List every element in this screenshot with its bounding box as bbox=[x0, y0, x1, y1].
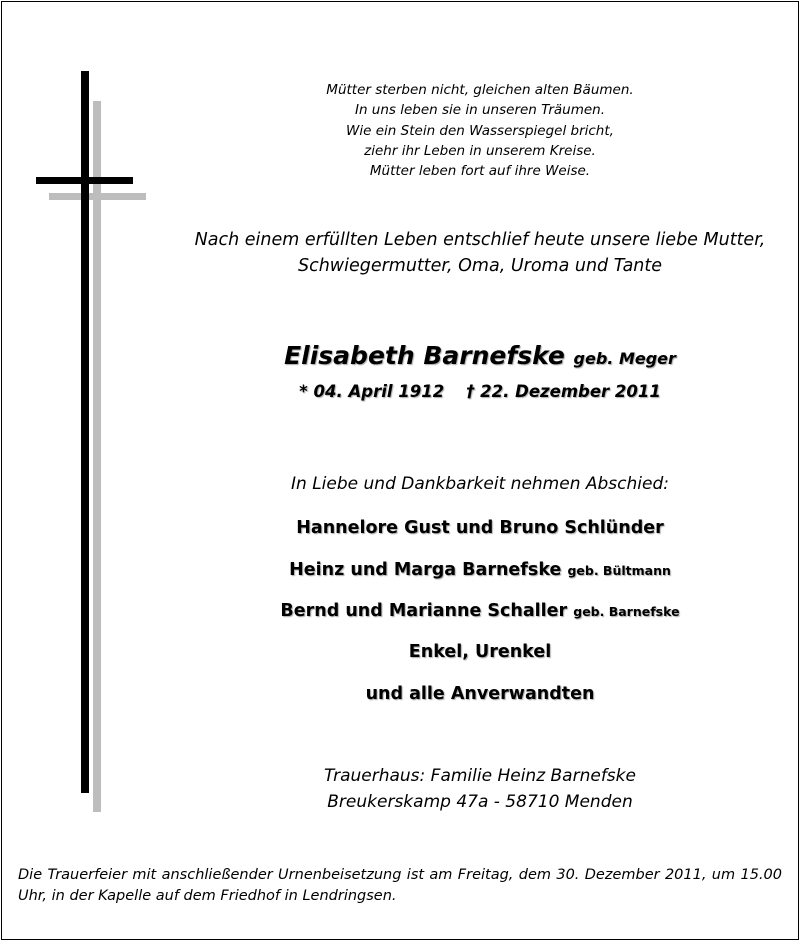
mourner-line bbox=[180, 684, 780, 704]
deceased-name-line bbox=[180, 341, 780, 370]
poem-line: Mütter sterben nicht, gleichen alten Bäumen. bbox=[326, 82, 634, 98]
mourner-line bbox=[180, 601, 780, 621]
death-date: † 22. Dezember 2011 bbox=[466, 382, 661, 401]
poem-line: Wie ein Stein den Wasserspiegel bricht, bbox=[346, 122, 614, 139]
poem-line: Mütter leben fort auf ihre Weise. bbox=[369, 163, 591, 180]
house-line: Trauerhaus: Familie Heinz Barnefske bbox=[324, 766, 636, 786]
mourner-line bbox=[180, 560, 780, 580]
poem-line: ziehr ihr Leben in unserem Kreise. bbox=[364, 142, 596, 159]
poem-line: In uns leben sie in unseren Träumen. bbox=[354, 102, 606, 119]
mourner-maiden-name: geb. Barnefske bbox=[573, 604, 680, 619]
poem bbox=[180, 80, 780, 181]
mourning-house bbox=[180, 763, 780, 815]
mourner-line bbox=[180, 518, 780, 538]
cross-shadow-vertical bbox=[93, 101, 101, 812]
birth-date: * 04. April 1912 bbox=[299, 382, 445, 401]
mourner-name: Hannelore Gust und Bruno Schlünder bbox=[296, 518, 664, 538]
mourner-line bbox=[180, 642, 780, 662]
house-address: Breukerskamp 47a - 58710 Menden bbox=[327, 792, 633, 812]
farewell-text: In Liebe und Dankbarkeit nehmen Abschied: bbox=[291, 474, 669, 494]
mourner-name: und alle Anverwandten bbox=[365, 684, 595, 704]
life-dates bbox=[180, 382, 780, 401]
ceremony-info: Die Trauerfeier mit anschließender Urnenbeisetzung ist am Freitag, dem 30. Dezember 2011, um 15.00 Uhr, in der Kapelle auf dem Friedhof in Lendringsen. bbox=[18, 867, 782, 904]
mourner-name: Bernd und Marianne Schaller bbox=[280, 601, 568, 621]
deceased-maiden-name: geb. Meger bbox=[573, 349, 676, 368]
deceased-name: Elisabeth Barnefske bbox=[284, 341, 565, 370]
intro-line: Nach einem erfüllten Leben entschlief heute unsere liebe Mutter, bbox=[194, 230, 766, 250]
intro-text bbox=[180, 227, 780, 279]
mourner-maiden-name: geb. Bültmann bbox=[567, 563, 671, 578]
cross-horizontal-bar bbox=[36, 177, 133, 184]
cross-shadow-horizontal bbox=[49, 193, 146, 200]
mourner-name: Enkel, Urenkel bbox=[408, 642, 552, 662]
mourner-name: Heinz und Marga Barnefske bbox=[289, 560, 562, 580]
intro-line: Schwiegermutter, Oma, Uroma und Tante bbox=[297, 256, 663, 276]
